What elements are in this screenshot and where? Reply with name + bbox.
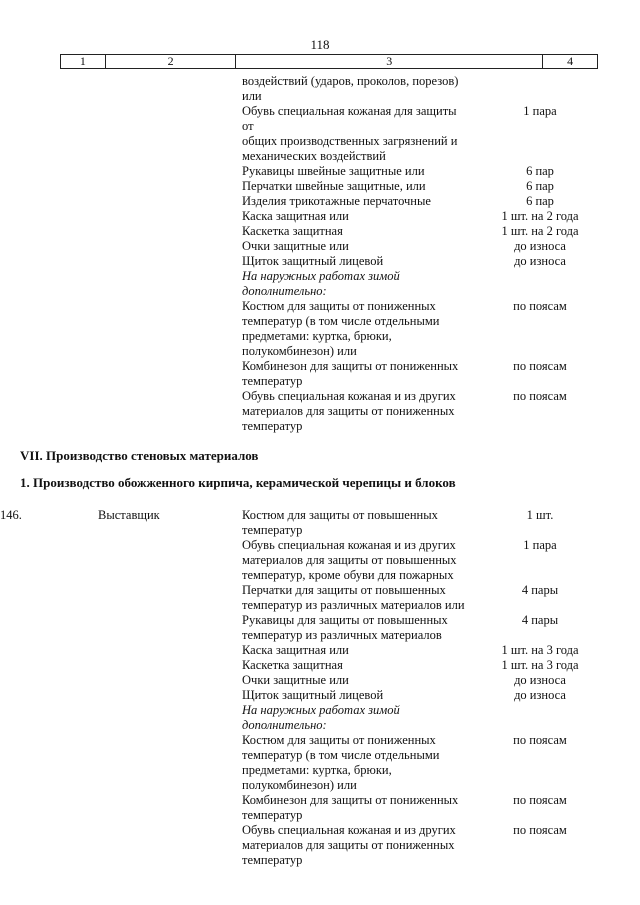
ppe-item-row [0, 104, 640, 164]
ppe-item-quantity: 6 пар [526, 179, 554, 193]
job-cell [72, 179, 208, 194]
ppe-item-row [208, 793, 610, 823]
ppe-item-quantity: по поясам [513, 823, 567, 837]
ppe-item-quantity: до износа [514, 673, 566, 687]
entry-number-cell [0, 299, 72, 359]
ppe-item-name: Каскетка защитная [242, 658, 343, 672]
ppe-item-name: Каскетка защитная [242, 224, 343, 238]
entry-number-cell [0, 194, 72, 209]
ppe-item-name: Костюм для защиты от пониженных температур (в том числе отдельными предметами: куртка, брюки, полукомбинезон) или [242, 299, 440, 358]
ppe-item-name: Обувь специальная кожаная и из других материалов для защиты от повышенных температур, кроме обуви для пожарных [242, 538, 457, 582]
job-cell [72, 209, 208, 224]
entry-number-cell [0, 239, 72, 254]
ppe-item-quantity: 4 пары [521, 613, 559, 627]
job-cell [72, 164, 208, 179]
ppe-item-row [0, 239, 640, 254]
ppe-item-row [0, 74, 640, 104]
job-title: Выставщик [98, 508, 160, 522]
entry-number-cell [0, 164, 72, 179]
ppe-item-name: Перчатки для защиты от повышенных температур из различных материалов или [242, 583, 465, 612]
ppe-item-row [208, 643, 610, 658]
ppe-item-row [208, 688, 610, 703]
ppe-item-name: Щиток защитный лицевой [242, 254, 384, 268]
ppe-item-name: Костюм для защиты от повышенных температур [242, 508, 438, 537]
ppe-item-quantity: 6 пар [526, 194, 554, 208]
ppe-item-quantity [470, 269, 610, 299]
section-title: VII. Производство стеновых материалов [20, 448, 259, 463]
ppe-item-quantity: 4 пары [521, 583, 559, 597]
ppe-item-name: Изделия трикотажные перчаточные [242, 194, 431, 208]
column-header-4: 4 [567, 54, 574, 68]
ppe-item-row [208, 673, 610, 688]
ppe-item-row [208, 658, 610, 673]
entry-number-cell [0, 74, 72, 104]
ppe-item-quantity: 1 пара [523, 104, 557, 118]
job-cell [72, 224, 208, 239]
ppe-item-row [0, 179, 640, 194]
ppe-item-name: Костюм для защиты от пониженных температур (в том числе отдельными предметами: куртка, брюки, полукомбинезон) или [242, 733, 440, 792]
job-cell [72, 389, 208, 434]
ppe-item-row [0, 299, 640, 359]
ppe-item-row [0, 224, 640, 239]
entry-146 [0, 508, 640, 868]
condition-note: На наружных работах зимой дополнительно: [242, 269, 400, 298]
ppe-item-quantity: до износа [514, 239, 566, 253]
ppe-item-name: Очки защитные или [242, 673, 349, 687]
ppe-item-quantity: по поясам [513, 299, 567, 313]
job-cell [72, 299, 208, 359]
column-header-2: 2 [106, 55, 237, 68]
entry-number-cell [0, 224, 72, 239]
ppe-item-row [208, 583, 610, 613]
continued-entry-items [0, 74, 640, 434]
job-cell [72, 359, 208, 389]
ppe-item-quantity: 6 пар [526, 164, 554, 178]
job-cell [72, 269, 208, 299]
ppe-item-name: Каска защитная или [242, 209, 349, 223]
ppe-item-quantity: по поясам [513, 793, 567, 807]
ppe-item-quantity: 1 шт. [526, 508, 554, 522]
job-cell [72, 194, 208, 209]
ppe-item-name: Обувь специальная кожаная для защиты от общих производственных загрязнений и механических воздействий [242, 104, 458, 163]
ppe-item-row [208, 703, 610, 733]
ppe-item-quantity: 1 шт. на 2 года [501, 209, 579, 223]
column-header-row [60, 54, 598, 69]
job-cell [72, 254, 208, 269]
ppe-item-name: Комбинезон для защиты от пониженных температур [242, 359, 459, 388]
ppe-item-row [0, 254, 640, 269]
ppe-item-row [208, 823, 610, 868]
ppe-item-name: Щиток защитный лицевой [242, 688, 384, 702]
job-cell [72, 104, 208, 164]
ppe-item-name: Комбинезон для защиты от пониженных температур [242, 793, 459, 822]
ppe-item-name: Рукавицы швейные защитные или [242, 164, 425, 178]
ppe-item-row [208, 613, 610, 643]
ppe-item-row [0, 269, 640, 299]
ppe-item-quantity: 1 пара [523, 538, 557, 552]
ppe-item-quantity: по поясам [513, 733, 567, 747]
ppe-item-row [0, 389, 640, 434]
ppe-item-quantity: по поясам [513, 389, 567, 403]
ppe-item-quantity: до износа [514, 254, 566, 268]
ppe-item-quantity [470, 74, 610, 104]
ppe-item-name: Очки защитные или [242, 239, 349, 253]
entry-items [208, 508, 610, 868]
ppe-item-name: Каска защитная или [242, 643, 349, 657]
ppe-item-quantity: 1 шт. на 3 года [501, 658, 579, 672]
ppe-item-name: Обувь специальная кожаная и из других материалов для защиты от пониженных температур [242, 823, 456, 867]
ppe-item-quantity [470, 703, 610, 733]
entry-number: 146. [0, 508, 22, 522]
entry-number-cell [0, 389, 72, 434]
ppe-item-row [0, 194, 640, 209]
ppe-item-name: Перчатки швейные защитные, или [242, 179, 426, 193]
entry-number-cell [0, 104, 72, 164]
entry-number-cell [0, 359, 72, 389]
column-header-3: 3 [236, 55, 543, 68]
ppe-item-name: Обувь специальная кожаная и из других материалов для защиты от пониженных температур [242, 389, 456, 433]
condition-note: На наружных работах зимой дополнительно: [242, 703, 400, 732]
ppe-item-row [0, 209, 640, 224]
ppe-item-name: Рукавицы для защиты от повышенных температур из различных материалов [242, 613, 448, 642]
ppe-item-row [0, 164, 640, 179]
ppe-item-quantity: 1 шт. на 3 года [501, 643, 579, 657]
ppe-item-name: воздействий (ударов, проколов, порезов) или [242, 74, 459, 103]
entry-number-cell [0, 269, 72, 299]
entry-number-cell [0, 179, 72, 194]
job-cell [72, 239, 208, 254]
entry-number-cell [0, 209, 72, 224]
ppe-item-quantity: до износа [514, 688, 566, 702]
column-header-1: 1 [61, 55, 106, 68]
ppe-item-quantity: по поясам [513, 359, 567, 373]
ppe-item-row [208, 508, 610, 538]
entry-number-cell [0, 254, 72, 269]
page-number: 118 [310, 37, 330, 52]
ppe-item-row [208, 733, 610, 793]
job-cell [72, 74, 208, 104]
ppe-item-row [208, 538, 610, 583]
ppe-item-quantity: 1 шт. на 2 года [501, 224, 579, 238]
document-body [0, 74, 640, 868]
subsection-title: 1. Производство обожженного кирпича, керамической черепицы и блоков [20, 475, 456, 490]
ppe-item-row [0, 359, 640, 389]
